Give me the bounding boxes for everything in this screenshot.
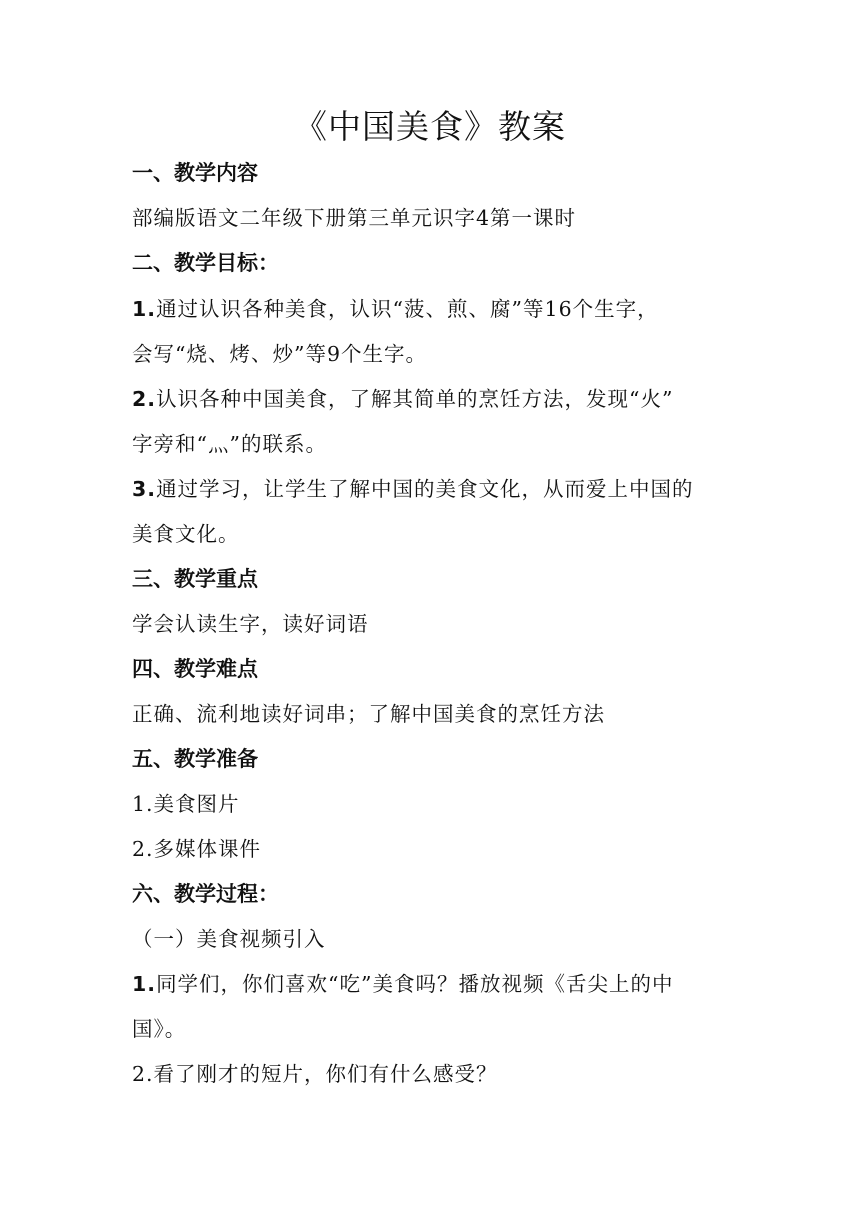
- process-item-1: [132, 969, 752, 999]
- goal-text: 通过学习，让学生了解中国的美食文化，从而爱上中国的: [156, 477, 694, 501]
- process-number: 1.: [132, 972, 157, 996]
- goal-item-3-continued: 美食文化。: [132, 522, 240, 546]
- goal-item-1: [132, 294, 752, 324]
- preparation-item-2: 2.多媒体课件: [132, 837, 262, 861]
- difficulties-text: 正确、流利地读好词串；了解中国美食的烹饪方法: [132, 702, 605, 726]
- heading-process: 六、教学过程：: [132, 882, 279, 906]
- process-item-1-continued: 国》。: [132, 1017, 187, 1041]
- heading-difficulties: 四、教学难点: [132, 657, 258, 681]
- goal-number: 3.: [132, 477, 157, 501]
- heading-teaching-goals: 二、教学目标：: [132, 251, 279, 275]
- process-item-2: 2.看了刚才的短片，你们有什么感受？: [132, 1062, 498, 1086]
- goal-item-1-continued: 会写“烧、烤、炒”等9个生字。: [132, 342, 428, 366]
- heading-key-points: 三、教学重点: [132, 567, 258, 591]
- preparation-item-1: 1.美食图片: [132, 792, 240, 816]
- heading-teaching-content: 一、教学内容: [132, 161, 258, 185]
- heading-preparation: 五、教学准备: [132, 747, 258, 771]
- goal-item-2: [132, 384, 752, 414]
- key-points-text: 学会认读生字，读好词语: [132, 612, 369, 636]
- goal-number: 2.: [132, 387, 157, 411]
- goal-item-2-continued: 字旁和“灬”的联系。: [132, 432, 327, 456]
- goal-item-3: [132, 474, 752, 504]
- process-text: 同学们，你们喜欢“吃”美食吗？播放视频《舌尖上的中: [156, 972, 674, 996]
- goal-text: 通过认识各种美食，认识“菠、煎、腐”等16个生字，: [156, 297, 659, 321]
- goal-number: 1.: [132, 297, 157, 321]
- teaching-content-text: 部编版语文二年级下册第三单元识字4第一课时: [132, 206, 577, 230]
- goal-text: 认识各种中国美食，了解其简单的烹饪方法，发现“火”: [156, 387, 674, 411]
- document-title: 《中国美食》教案: [294, 107, 566, 146]
- process-subheading: （一）美食视频引入: [132, 927, 326, 951]
